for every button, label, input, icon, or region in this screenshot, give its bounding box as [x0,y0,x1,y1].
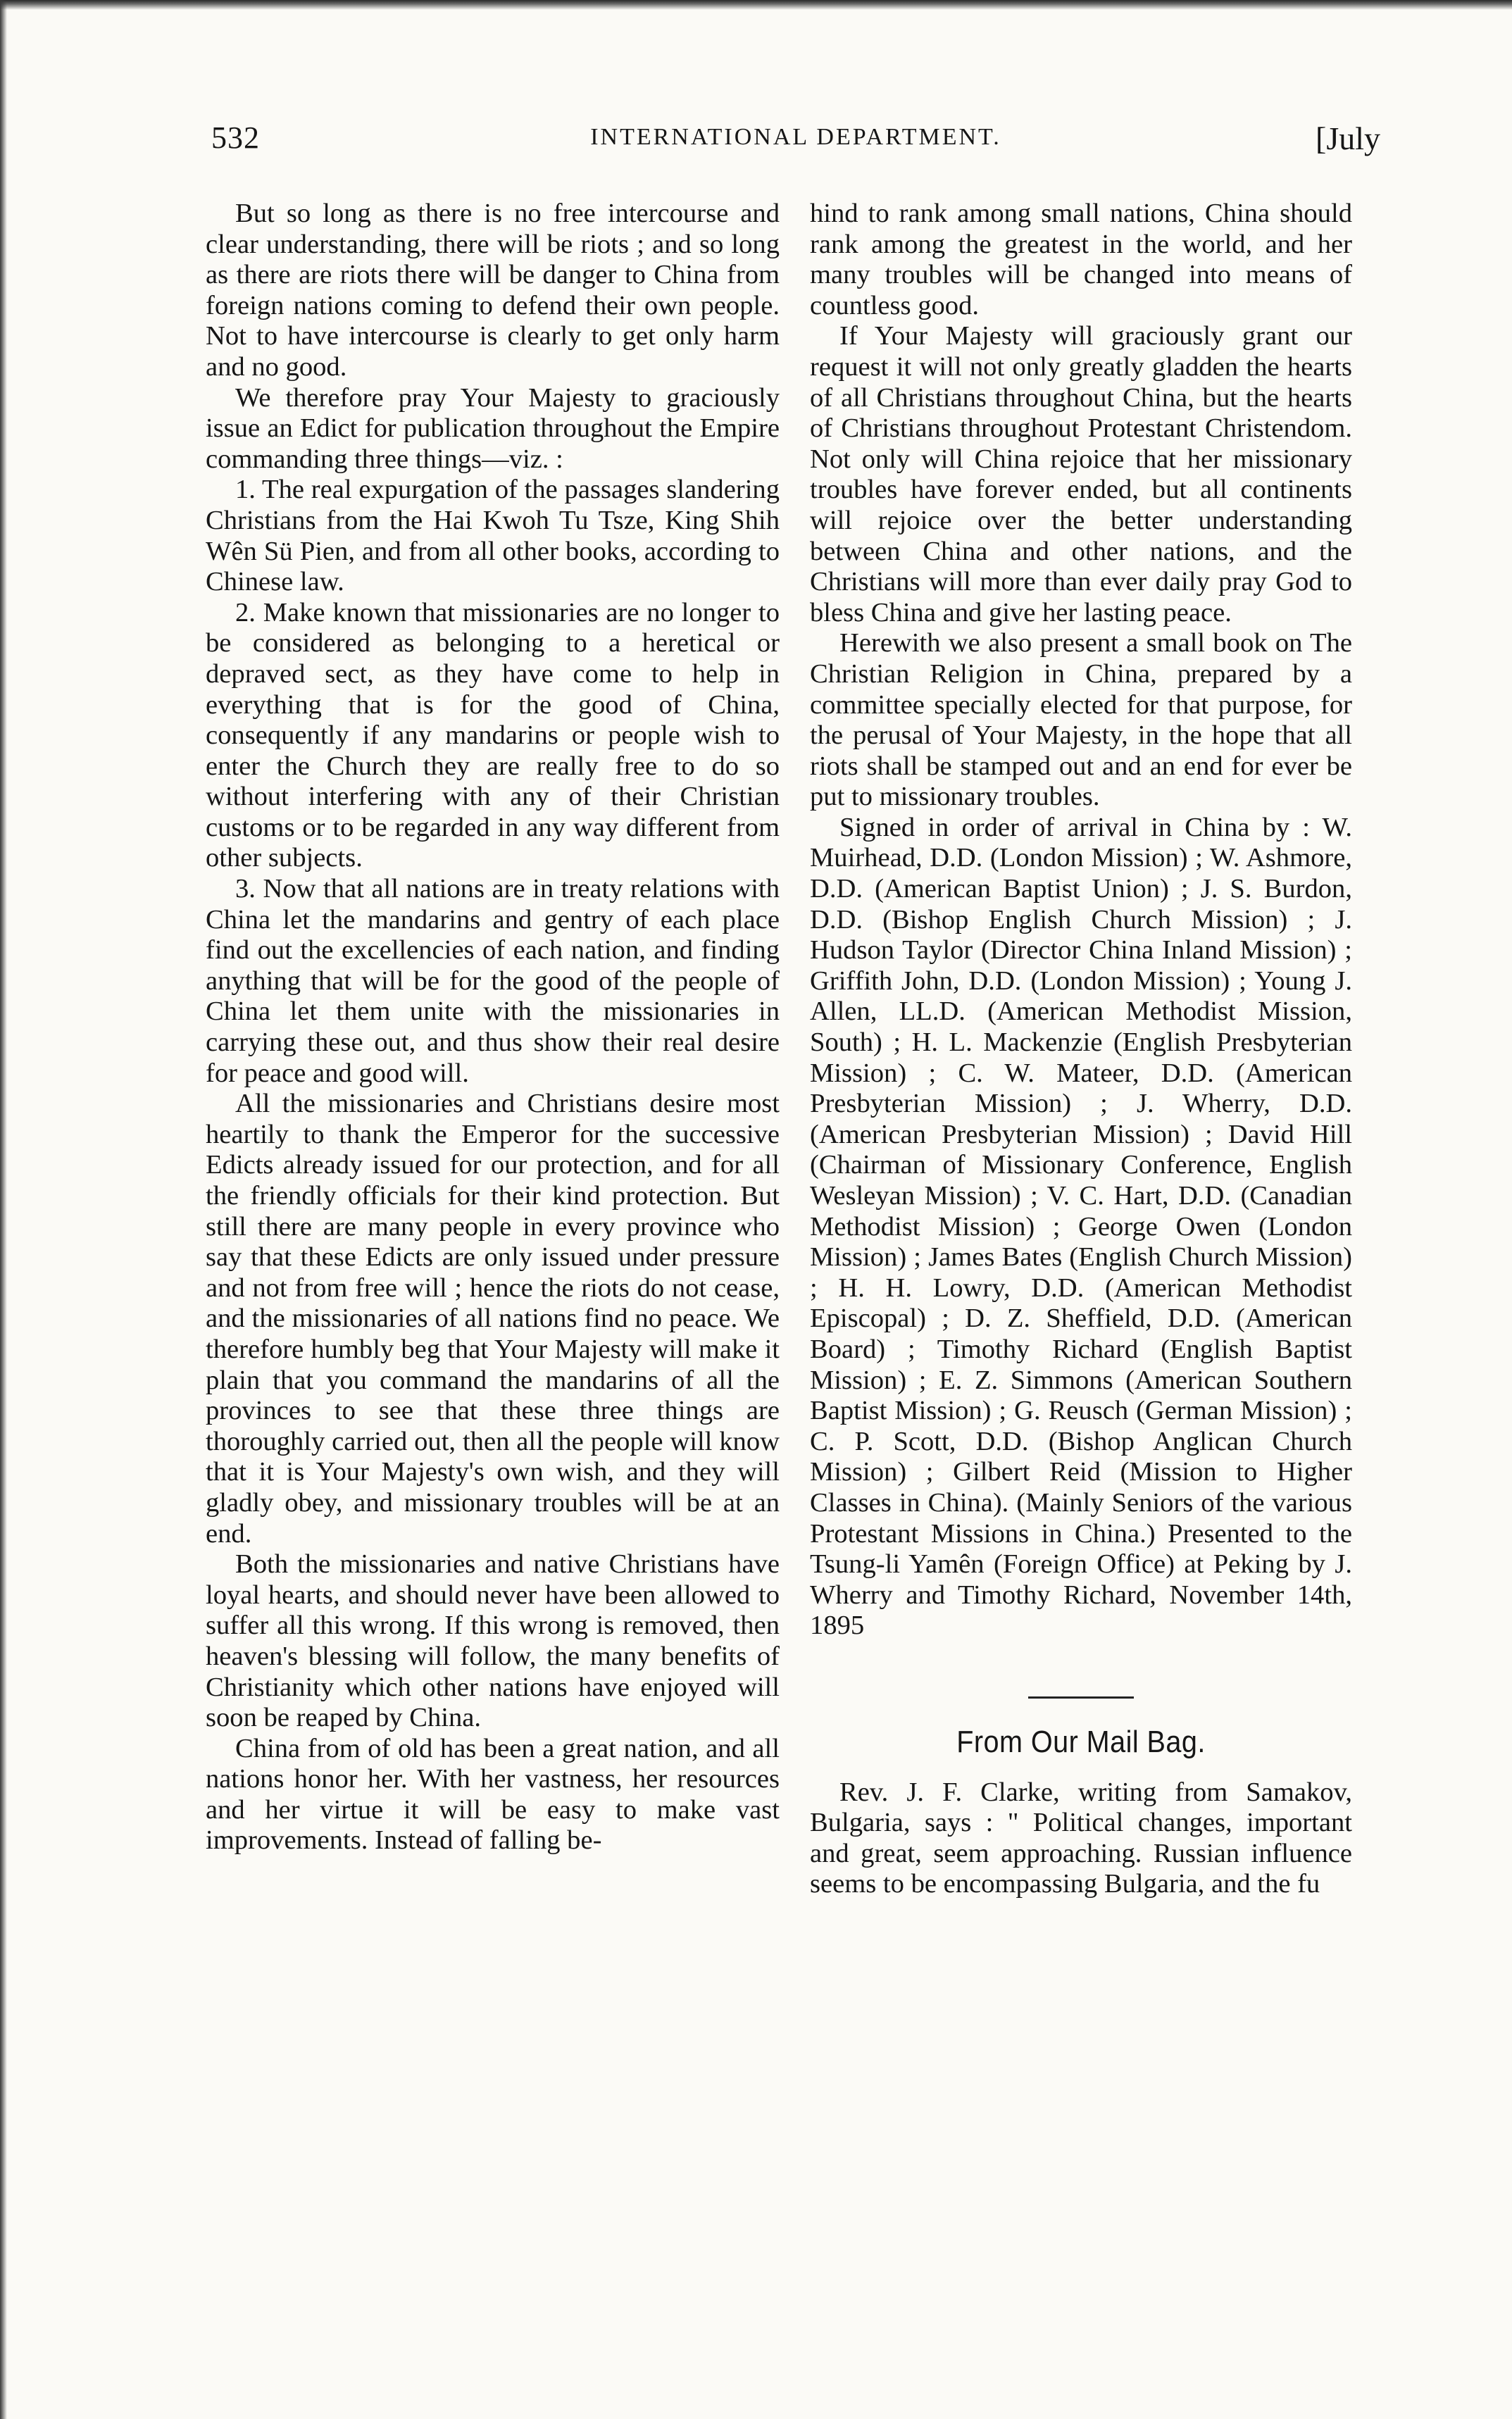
paragraph: 1. The real expurgation of the passages slandering Christians from the Hai Kwoh Tu Tsze, King Shih Wên Sü Pien, and from all other books, according to Chinese law. [206,475,780,597]
right-column [810,199,1352,1900]
section-heading: From Our Mail Bag. [956,1724,1206,1759]
issue-month: [July [1316,120,1380,156]
paragraph: Rev. J. F. Clarke, writing from Samakov, Bulgaria, says : " Political changes, important and great, seem approaching. Russian influence seems to be encompassing Bulgaria, and the fu [810,1777,1352,1899]
running-title: INTERNATIONAL DEPARTMENT. [590,124,1001,150]
paragraph: Both the missionaries and native Christians have loyal hearts, and should never have been allowed to suffer all this wrong. If this wrong is removed, then heaven's blessing will follow, the many benefits of Christianity which other nations have enjoyed will soon be reaped by China. [206,1549,780,1733]
signatories-paragraph: Signed in order of arrival in China by : W. Muirhead, D.D. (London Mission) ; W. Ashmore, D.D. (American Baptist Union) ; J. S. Burdon, D.D. (Bishop English Church Mission) ; J. Hudson Taylor (Director China Inland Mission) ; Griffith John, D.D. (London Mission) ; Young J. Allen, LL.D. (American Methodist Mission, South) ; H. L. Mackenzie (English Presbyterian Mission) ; C. W. Mateer, D.D. (American Presbyterian Mission) ; J. Wherry, D.D. (American Presbyterian Mission) ; David Hill (Chairman of Missionary Conference, English Wesleyan Mission) ; V. C. Hart, D.D. (Canadian Methodist Mission) ; George Owen (London Mission) ; James Bates (English Church Mission) ; H. H. Lowry, D.D. (American Methodist Episcopal) ; D. Z. Sheffield, D.D. (American Board) ; Timothy Richard (English Baptist Mission) ; E. Z. Simmons (American Southern Baptist Mission) ; G. Reusch (German Mission) ; C. P. Scott, D.D. (Bishop Anglican Church Mission) ; Gilbert Reid (Mission to Higher Classes in China). (Mainly Seniors of the various Protestant Missions in China.) Presented to the Tsung-li Yamên (Foreign Office) at Peking by J. Wherry and Timothy Richard, November 14th, 1895 [810,812,1352,1641]
page-number: 532 [211,120,260,155]
scan-top-edge [0,0,1512,10]
paragraph: 3. Now that all nations are in treaty relations with China let the mandarins and gentry of each place find out the excellencies of each nation, and finding anything that will be for the good of the people of China let them unite with the missionaries in carrying these out, and thus show their real desire for peace and good will. [206,874,780,1088]
paragraph: China from of old has been a great nation, and all nations honor her. With her vastness, her resources and her virtue it will be easy to make vast improvements. Instead of falling be- [206,1733,780,1856]
paragraph: 2. Make known that missionaries are no longer to be considered as belonging to a heretical or depraved sect, as they have come to help in everything that is for the good of China, consequently if any mandarins or people wish to enter the Church they are really free to do so without interfering with any of their Christian customs or to be regarded in any way different from other subjects. [206,597,780,873]
left-column [206,199,780,1856]
paragraph: We therefore pray Your Majesty to graciously issue an Edict for publication throughout the Empire commanding three things—viz. : [206,382,780,474]
running-header [211,120,1380,169]
scan-left-edge [0,0,7,2419]
paragraph: If Your Majesty will graciously grant our request it will not only greatly gladden the hearts of all Christians throughout China, but the hearts of Christians throughout Protestant Christendom. Not only will China rejoice that her missionary troubles have forever ended, but all continents will rejoice over the better understanding between China and other nations, and the Christians will more than ever daily pray God to bless China and give her lasting peace. [810,321,1352,627]
paragraph: All the missionaries and Christians desire most heartily to thank the Emperor for the successive Edicts already issued for our protection, and for all the friendly officials for their kind protection. But still there are many people in every province who say that these Edicts are only issued under pressure and not from free will ; hence the riots do not cease, and the missionaries of all nations find no peace. We therefore humbly beg that Your Majesty will make it plain that you command the mandarins of all the provinces to see that these three things are thoroughly carried out, then all the people will know that it is Your Majesty's own wish, and they will gladly obey, and missionary troubles will be at an end. [206,1089,780,1549]
paragraph: Herewith we also present a small book on The Christian Religion in China, prepared by a committee specially elected for that purpose, for the perusal of Your Majesty, in the hope that all riots shall be stamped out and an end for ever be put to missionary troubles. [810,628,1352,812]
paragraph: But so long as there is no free intercourse and clear understanding, there will be riots ; and so long as there are riots there will be danger to China from foreign nations coming to defend their own people. Not to have intercourse is clearly to get only harm and no good. [206,199,780,382]
paragraph-continued: hind to rank among small nations, China should rank among the greatest in the world, and her many troubles will be changed into means of countless good. [810,199,1352,320]
section-divider [1028,1696,1134,1699]
